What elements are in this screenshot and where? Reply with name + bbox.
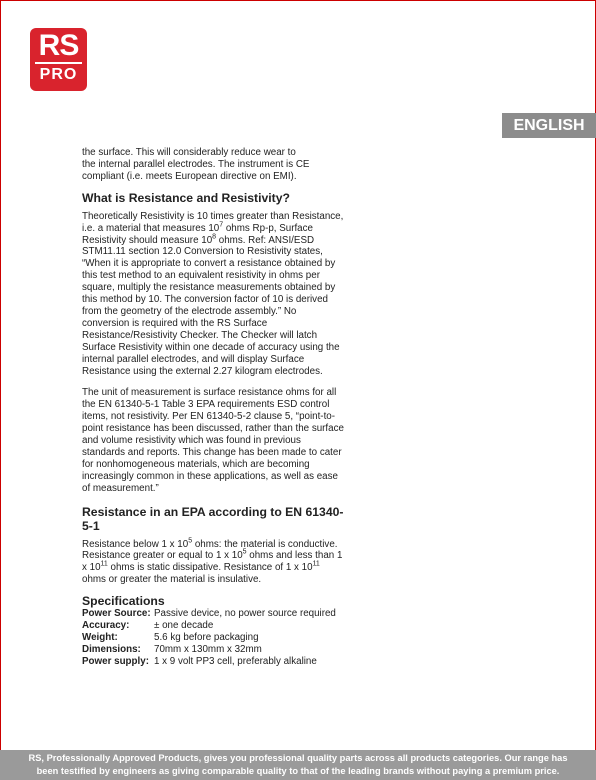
spec-value: 70mm x 130mm x 32mm: [154, 644, 262, 656]
spec-row: [82, 656, 336, 668]
intro-text: [82, 147, 344, 183]
footer-banner: [0, 750, 596, 780]
logo-pro-text: PRO: [39, 66, 78, 83]
logo-rs-text: RS: [38, 29, 79, 62]
spec-label: Dimensions:: [82, 644, 141, 656]
spec-value: 1 x 9 volt PP3 cell, preferably alkaline: [154, 656, 317, 668]
spec-label: Weight:: [82, 632, 118, 644]
resistivity-paragraph: Theoretically Resistivity is 10 times greater than Resistance, i.e. a material that measures $10^7$ ohms Rp-p, Surface Resistivity should measure $10^8$ ohms. Ref: ANSI/ESD STM11.11 section 12.0 Conversion to Resistivity states, “When it is appropriate to convert a resistance obtained by this test method to an equivalent resistivity in ohms per square, multiply the resistance measurements obtained by this method by 10. The conversion factor of 10 is derived from the geometry of the electrode assembly.” No conversion is required with the RS Surface Resistance/Resistivity Checker. The Checker will latch Surface Resistivity within one decade of accuracy using the internal parallel electrodes, and will display Surface Resistance using the external 2.27 kilogram electrodes.: [82, 210, 344, 377]
logo-divider: [35, 62, 82, 64]
intro-line-2: the internal parallel electrodes. The instrument is CE: [82, 158, 310, 170]
spec-row: [82, 608, 336, 620]
intro-line-1: the surface. This will considerably reduce wear to: [82, 147, 296, 158]
footer-line-1: RS, Professionally Approved Products, gives you professional quality parts across all products categories. Our range has: [28, 753, 568, 763]
spec-row: [82, 632, 336, 644]
language-tab: ENGLISH: [502, 113, 596, 138]
specifications-table: [82, 608, 336, 668]
spec-value: ± one decade: [154, 620, 214, 632]
spec-row: [82, 644, 336, 656]
epa-resistance-paragraph: Resistance below 1 x $10^5$ ohms: the material is conductive. Resistance greater or equal to 1 x $10^5$ ohms and less than 1 x $10^{11}$ ohms is static dissipative. Resistance of 1 x $10^{11}$ ohms or greater the material is insulative.: [82, 537, 343, 586]
unit-of-measurement-paragraph: The unit of measurement is surface resistance ohms for all the EN 61340-5-1 Table 3 EPA requirements ESD control items, not resistivity. Per EN 61340-5-2 clause 5, “point-to-point resistance has been discussed, rather than the surface and volume resistivity which was found in previous standards and reports. This change has been made to cater for nonhomogeneous materials, which are becoming increasingly common in these applications, as well as ease of measurement.”: [82, 387, 344, 494]
footer-line-2: been testified by engineers as giving comparable quality to that of the leading brands without paying a premium price.: [36, 765, 560, 776]
spec-label: Power supply:: [82, 656, 149, 668]
spec-value: 5.6 kg before packaging: [154, 632, 259, 644]
section-heading-resistance-resistivity: What is Resistance and Resistivity?: [82, 190, 290, 205]
main-content: [82, 147, 344, 668]
rs-pro-logo: [30, 28, 87, 91]
spec-label: Power Source:: [82, 608, 151, 620]
spec-label: Accuracy:: [82, 620, 130, 632]
section-heading-epa-resistance: Resistance in an EPA according to EN 61340-5-1: [82, 504, 344, 533]
intro-line-3: compliant (i.e. meets European directive on EMI).: [82, 170, 297, 182]
spec-row: [82, 620, 336, 632]
spec-value: Passive device, no power source required: [154, 608, 336, 620]
specifications-heading: Specifications: [82, 594, 165, 609]
